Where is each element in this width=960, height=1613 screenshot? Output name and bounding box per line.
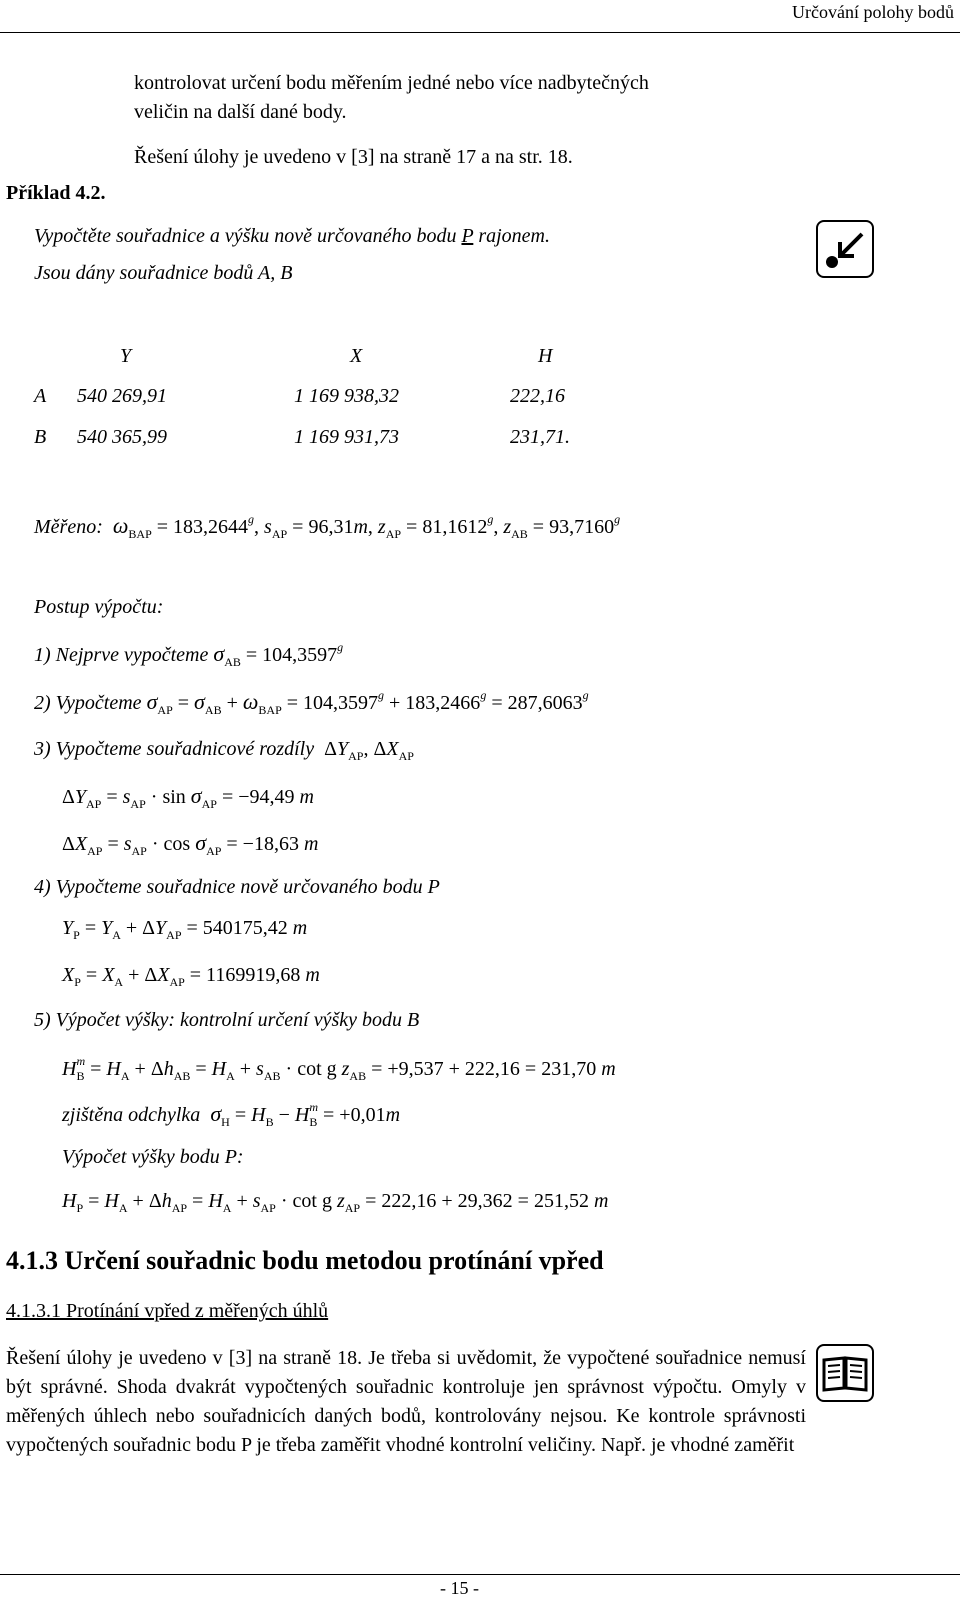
row-a-h: 222,16 [510, 385, 565, 407]
page-number: - 15 - [440, 1578, 479, 1598]
section-paragraph: Řešení úlohy je uvedeno v [3] na straně 18. Je třeba si uvědomit, že vypočtené souřadnice nemusí být správné. Shoda dvakrát vypočtených souřadnic kontroluje jen správnost výpočtu. Omyly v měřených úhlech nebo souřadnicích daných bodů, kontrolovány nejsou. Ke kontrole správnosti vypočtených souřadnic bodu P je třeba zaměřit vhodné kontrolní veličiny. Např. je vhodné zaměřit [6, 1347, 806, 1456]
row-a-x: 1 169 938,32 [294, 385, 399, 407]
section-title: 4.1.3 Určení souřadnic bodu metodou protínání vpřed [6, 1246, 604, 1275]
row-b-x: 1 169 931,73 [294, 426, 399, 448]
row-b-y: 540 365,99 [77, 426, 167, 448]
section-subtitle: 4.1.3.1 Protínání vpřed z měřených úhlů [6, 1300, 329, 1322]
row-b-name: B [34, 426, 47, 448]
example-given: Jsou dány souřadnice bodů A, B [34, 262, 293, 284]
row-b-h: 231,71. [510, 426, 570, 448]
header-title: Určování polohy bodů [792, 2, 954, 22]
solve-example-icon [816, 220, 874, 278]
row-a-name: A [34, 385, 47, 407]
step-5: 5) Výpočet výšky: kontrolní určení výšky bodu B [34, 1009, 420, 1031]
col-header-x: X [350, 345, 363, 367]
hp-title: Výpočet výšky bodu P: [62, 1146, 244, 1168]
step-4: 4) Vypočteme souřadnice nově určovaného bodu P [34, 876, 440, 898]
row-a-y: 540 269,91 [77, 385, 167, 407]
hp-formula: $H_P = H_A + \Delta h_{AP} = H_A + s_{AP} \cdot \cot g$ $z_{AP} = 222,16 + 29,362 = 251,52$ m [62, 1190, 609, 1215]
intro-line-2: veličin na další dané body. [134, 101, 347, 123]
col-header-y: Y [120, 345, 132, 367]
measured-line: Měřeno: $\omega_{BAP} = 183,2644^g$, $s_{AP} = 96,31m$, $z_{AP} = 81,1612^g$, $z_{AB} = 93,7160^g$ [34, 512, 621, 541]
col-header-h: H [538, 345, 553, 367]
open-book-icon [816, 1344, 874, 1402]
page-header [0, 0, 960, 33]
intro-line-1: kontrolovat určení bodu měřením jedné nebo více nadbytečných [134, 72, 649, 94]
step-4-x: $X_P = X_A + \Delta X_{AP} = 1169919,68$ m [62, 964, 320, 989]
step-3-dy: $\Delta Y_{AP} = s_{AP} \cdot \sin \sigma_{AP} = -94,49$ m [62, 783, 314, 811]
steps-title: Postup výpočtu: [34, 596, 164, 618]
example-task: Vypočtěte souřadnice a výšku nově určovaného bodu P rajonem. [34, 225, 550, 247]
step-4-y: $Y_P = Y_A + \Delta Y_{AP} = 540175,42$ m [62, 917, 308, 942]
step-1: 1) Nejprve vypočteme $\sigma_{AB} = 104,3597^g$ [34, 640, 344, 669]
intro-line-3: Řešení úlohy je uvedeno v [3] na straně 17 a na str. 18. [134, 146, 573, 168]
step-3: 3) Vypočteme souřadnicové rozdíly $\Delta Y_{AP}$, $\Delta X_{AP}$ [34, 738, 414, 763]
step-5-deviation: zjištěna odchylka $\sigma_H = H_B - H_B^m = +0,01m$ [62, 1100, 401, 1129]
footer-rule [0, 1574, 960, 1575]
step-3-dx: $\Delta X_{AP} = s_{AP} \cdot \cos \sigma_{AP} = -18,63$ m [62, 830, 319, 858]
example-label: Příklad 4.2. [6, 182, 106, 204]
step-5-hb: $H_B^m = H_A + \Delta h_{AB} = H_A + s_{AB} \cdot \cot g$ $z_{AB} = +9,537 + 222,16 = 231,70$ m [62, 1054, 616, 1083]
step-2: 2) Vypočteme $\sigma_{AP} = \sigma_{AB} + \omega_{BAP} = 104,3597^g + 183,2466^g = 287,6063^g$ [34, 688, 589, 717]
